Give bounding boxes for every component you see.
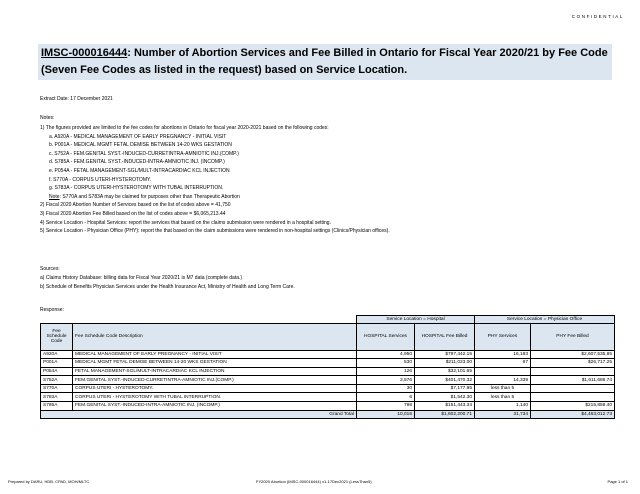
note-code-item: c. S752A - FEM.GENITAL SYST.-INDUCED-CURRETINTRA-AMNIOTIC INJ.(COMP.) [49, 150, 239, 157]
table-row [41, 350, 615, 359]
footer-file-name: FY2020 Abortion (IMSC-000016444) v1-17Dec2021 (LessThan5) [256, 479, 372, 484]
phy-services: 1,140 [475, 402, 531, 411]
phy-fee [531, 367, 615, 376]
phy-services: 14,339 [475, 376, 531, 385]
note-code-item: d. S785A - FEM.GENITAL SYST.-INDUCED-INTRA-AMNIOTIC INJ. (INCOMP.) [49, 159, 225, 166]
note-2: 2) Fiscal 2020 Abortion Number of Services based on the list of codes above = 41,750 [40, 202, 231, 209]
phy-services: less than 5 [475, 393, 531, 402]
table-row [41, 376, 615, 385]
total-hospital-fee: $1,602,200.71 [415, 410, 475, 419]
source-item: a) Claims History Database: billing data for Fiscal Year 2020/21 is M7 data (complete data.) [40, 275, 243, 281]
table-row [41, 359, 615, 368]
note-code-item: g. S783A - CORPUS UTERI-HYSTEROTOMY WITH TUBAL INTERRUPTION. [49, 185, 224, 192]
extract-date: Extract Date: 17 December 2021 [40, 96, 113, 102]
title-text: : Number of Abortion Services and Fee Billed in Ontario for Fiscal Year 2020/21 by Fee Code (Seven Fee Codes as listed in the request) based on Service Location. [41, 47, 608, 76]
fee-code: S752A [41, 376, 73, 385]
fee-description: MEDICAL MANAGEMENT OF EARLY PREGNANCY - INITIAL VISIT [73, 350, 357, 359]
table-header-row [41, 323, 615, 350]
group-physician-office: Service Location = Physician Office [475, 316, 615, 324]
total-hospital-services: 10,016 [357, 410, 415, 419]
hospital-fee: $7,177.95 [415, 384, 475, 393]
note-code-item: e. P054A - FETAL MANAGEMENT-SGL/MULT-INTRACARDIAC KCL INJECTION [49, 167, 230, 174]
total-phy-fee: $4,463,012.73 [531, 410, 615, 419]
fee-code: P054A [41, 367, 73, 376]
table-row [41, 402, 615, 411]
response-label: Response: [40, 307, 64, 313]
hospital-services: 30 [357, 384, 415, 393]
fee-description: CORPUS UTERI - HYSTEROTOMY. [73, 384, 357, 393]
note-1: 1) The figures provided are limited to the fee codes for abortions in Ontario for fiscal year 2020-2021 based on the following codes: [40, 125, 329, 131]
hospital-fee: $1,542.30 [415, 393, 475, 402]
source-item: b) Schedule of Benefits Physician Services under the Health Insurance Act, Ministry of Health and Long Term Care. [40, 283, 295, 290]
fee-description: CORPUS UTERI - HYSTEROTOMY WITH TUBAL INTERRUPTION. [73, 393, 357, 402]
phy-services: less than 5 [475, 384, 531, 393]
fee-description: FEM.GENITAL SYST.-INDUCED-CURRETINTRA-AMNIOTIC INJ.(COMP.) [73, 376, 357, 385]
note-5: 5) Service Location - Physician Office (PHY): report the that based on the claim submissions were rendered in non-hospital settings (Clinics/Physician offices). [40, 228, 390, 235]
fee-description: MEDICAL MGMT FETAL DEMISE BETWEEN 14-20 WKS GESTATION [73, 359, 357, 368]
footer-page-number: Page 1 of 1 [607, 479, 628, 484]
col-hospital-fee: HOSPITAL Fee Billed [415, 323, 475, 350]
hospital-fee: $797,442.15 [415, 350, 475, 359]
report-title [38, 44, 612, 80]
note-caveat-text: : S770A and S783A may be claimed for purposes other than Therapeutic Abortion [59, 193, 240, 200]
table-group-header [41, 316, 615, 324]
col-phy-fee: PHY Fee Billed [531, 323, 615, 350]
hospital-fee: $401,470.32 [415, 376, 475, 385]
col-hospital-services: HOSPITAL Services [357, 323, 415, 350]
fee-description: FETAL MANAGEMENT-SGL/MULT-INTRACARDIAC KCL INJECTION [73, 367, 357, 376]
col-description: Fee Schedule Code Description [73, 323, 357, 350]
note-code-item: f. S770A - CORPUS UTERI-HYSTEROTOMY. [49, 176, 152, 183]
phy-fee: $1,611,686.74 [531, 376, 615, 385]
group-hospital: Service Location = Hospital [357, 316, 475, 324]
phy-fee [531, 393, 615, 402]
fee-code: S770A [41, 384, 73, 393]
sources-label: Sources: [40, 266, 60, 272]
notes-label: Notes: [40, 115, 55, 121]
hospital-services: 4,950 [357, 350, 415, 359]
phy-fee [531, 384, 615, 393]
col-phy-services: PHY Services [475, 323, 531, 350]
table-row [41, 367, 615, 376]
footer-prepared-by: Prepared by DARU, HDB, CPAD, MOH/MLTC [8, 479, 90, 484]
hospital-services: 126 [357, 367, 415, 376]
hospital-fee: $211,023.00 [415, 359, 475, 368]
phy-services: 67 [475, 359, 531, 368]
note-code-item: a. A920A - MEDICAL MANAGEMENT OF EARLY PREGNANCY - INITIAL VISIT [49, 133, 227, 140]
note-code-item: b. P001A - MEDICAL MGMT FETAL DEMISE BETWEEN 14-20 WKS GESTATION [49, 142, 232, 149]
table-row [41, 393, 615, 402]
total-phy-services: 31,734 [475, 410, 531, 419]
fee-description: FEM.GENITAL SYST.-INDUCED-INTRA-AMNIOTIC INJ. (INCOMP.) [73, 402, 357, 411]
grand-total-row [41, 410, 615, 419]
phy-fee: $2,607,535.85 [531, 350, 615, 359]
fee-code: S785A [41, 402, 73, 411]
grand-total-label: Grand Total [41, 410, 357, 419]
table-row [41, 384, 615, 393]
col-fee-code: Fee Schedule Code [41, 323, 73, 350]
hospital-services: 3,576 [357, 376, 415, 385]
hospital-services: 798 [357, 402, 415, 411]
note-caveat-label: Note [49, 193, 60, 200]
note-3: 3) Fiscal 2020 Abortion Fee Billed based on the list of codes above = $6,065,213.44 [40, 210, 226, 217]
confidential-label: CONFIDENTIAL [571, 14, 624, 19]
hospital-fee: $151,443.34 [415, 402, 475, 411]
group-spacer [41, 316, 357, 324]
phy-fee: $26,717.25 [531, 359, 615, 368]
phy-services: 16,183 [475, 350, 531, 359]
response-table [40, 315, 615, 419]
phy-fee: $215,859.40 [531, 402, 615, 411]
hospital-fee: $32,101.65 [415, 367, 475, 376]
fee-code: P001A [41, 359, 73, 368]
notes-block [40, 124, 390, 236]
hospital-services: 6 [357, 393, 415, 402]
note-4: 4) Service Location - Hospital Services: report the services that based on the claims submission were rendered in a hospital setting. [40, 219, 331, 226]
note-caveat [40, 193, 390, 202]
phy-services [475, 367, 531, 376]
hospital-services: 530 [357, 359, 415, 368]
request-code: IMSC-000016444 [41, 47, 128, 59]
fee-code: S783A [41, 393, 73, 402]
fee-code: A920A [41, 350, 73, 359]
sources-block [40, 274, 295, 291]
